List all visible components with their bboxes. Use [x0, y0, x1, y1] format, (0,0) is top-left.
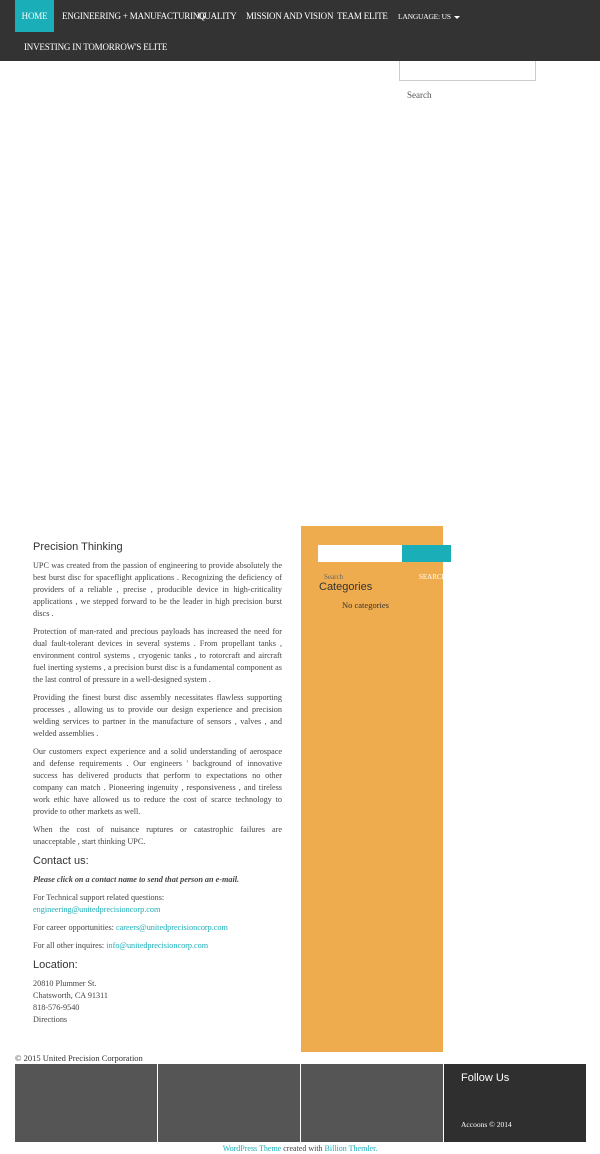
nav-home[interactable]: HOME: [15, 0, 54, 32]
copyright-text: © 2015 United Precision Corporation: [15, 1053, 143, 1063]
address-block: [33, 978, 282, 1026]
directions-link[interactable]: Directions: [33, 1015, 68, 1024]
top-search-input[interactable]: [399, 61, 536, 81]
sidebar-search-button[interactable]: [402, 545, 451, 562]
language-label: LANGUAGE: US: [398, 12, 451, 21]
paragraph-3: Providing the finest burst disc assembly necessitates flawless supporting processes , allowing us to provide our design experience and precision welding services to partner in the manufacture of sensors , valves , and welded assemblies .: [33, 693, 282, 738]
wordpress-theme-link[interactable]: WordPress Theme: [222, 1144, 282, 1153]
nav-quality[interactable]: QUALITY: [198, 11, 237, 21]
paragraph-5: When the cost of nuisance ruptures or catastrophic failures are unacceptable , start thinking UPC.: [33, 825, 282, 846]
other-email-link[interactable]: info@unitedprecisioncorp.com: [106, 941, 209, 950]
career-email-link[interactable]: careers@unitedprecisioncorp.com: [116, 923, 228, 932]
footer-column-1: [15, 1064, 157, 1142]
tech-label: For Technical support related questions:: [33, 893, 165, 902]
career-label: For career opportunities:: [33, 923, 114, 932]
phone-number: 818-576-9540: [33, 1003, 80, 1012]
contact-heading: Contact us:: [33, 855, 89, 867]
footer-column-2: [158, 1064, 300, 1142]
address-line-1: 20810 Plummer St.: [33, 979, 97, 988]
nav-language-dropdown[interactable]: [398, 1, 460, 33]
address-line-2: Chatsworth, CA 91311: [33, 991, 108, 1000]
other-contact: [33, 940, 282, 952]
accoons-credit: Accoons © 2014: [461, 1120, 512, 1129]
categories-title: Categories: [319, 581, 373, 593]
sidebar-search-button-label[interactable]: SEARCH: [419, 573, 447, 581]
no-categories-text: No categories: [342, 600, 389, 610]
contact-note: Please click on a contact name to send that person an e-mail.: [33, 875, 240, 884]
themler-link[interactable]: Billion Themler.: [324, 1144, 378, 1153]
other-label: For all other inquires:: [33, 941, 105, 950]
follow-us-heading: Follow Us: [461, 1072, 510, 1084]
top-search-button[interactable]: Search: [407, 90, 432, 100]
main-content: [33, 540, 282, 1032]
nav-investing-elite[interactable]: INVESTING IN TOMORROW'S ELITE: [24, 42, 168, 52]
credit-mid-text: created with: [283, 1144, 323, 1153]
sidebar-search-input[interactable]: [318, 545, 403, 562]
nav-mission-vision[interactable]: MISSION AND VISION: [246, 11, 334, 21]
chevron-down-icon: [454, 16, 460, 19]
theme-credit: [0, 1144, 600, 1153]
paragraph-1: UPC was created from the passion of engineering to provide absolutely the best burst disc for spaceflight applications . Recognizing the deficiency of providers of a reliable , precise , producible device in high-criticality applications , we stepped forward to be the leader in high precision burst discs .: [33, 561, 282, 618]
page-heading: Precision Thinking: [33, 541, 123, 553]
sidebar: [301, 526, 447, 1052]
tech-email-link[interactable]: engineering@unitedprecisioncorp.com: [33, 905, 161, 914]
paragraph-2: Protection of man-rated and precious payloads has increased the need for dual fault-tolerant devices in several systems . From propellant tanks , environment control systems , cryogenic tanks , to rotorcraft and aircraft fuel inerting systems , a precision burst disc is a fundamental component as the last control of pressure in a well-designed system .: [33, 627, 282, 684]
paragraph-4: Our customers expect experience and a solid understanding of aerospace and defense requirements . Our engineers ' background of innovative success has delivered products that perform to expectations no other company can match . Pioneering ingenuity , responsiveness , and tireless work ethic have allowed us to reduce the cost of scarce technology to provide to other markets as well.: [33, 747, 282, 816]
top-navbar: [0, 0, 600, 61]
location-heading: Location:: [33, 959, 78, 971]
tech-contact: [33, 892, 282, 916]
career-contact: [33, 922, 282, 934]
footer-column-3: [301, 1064, 443, 1142]
sidebar-search-label: Search: [324, 573, 344, 581]
nav-team-elite[interactable]: TEAM ELITE: [337, 11, 388, 21]
nav-engineering-manufacturing[interactable]: ENGINEERING + MANUFACTURING: [62, 11, 206, 21]
